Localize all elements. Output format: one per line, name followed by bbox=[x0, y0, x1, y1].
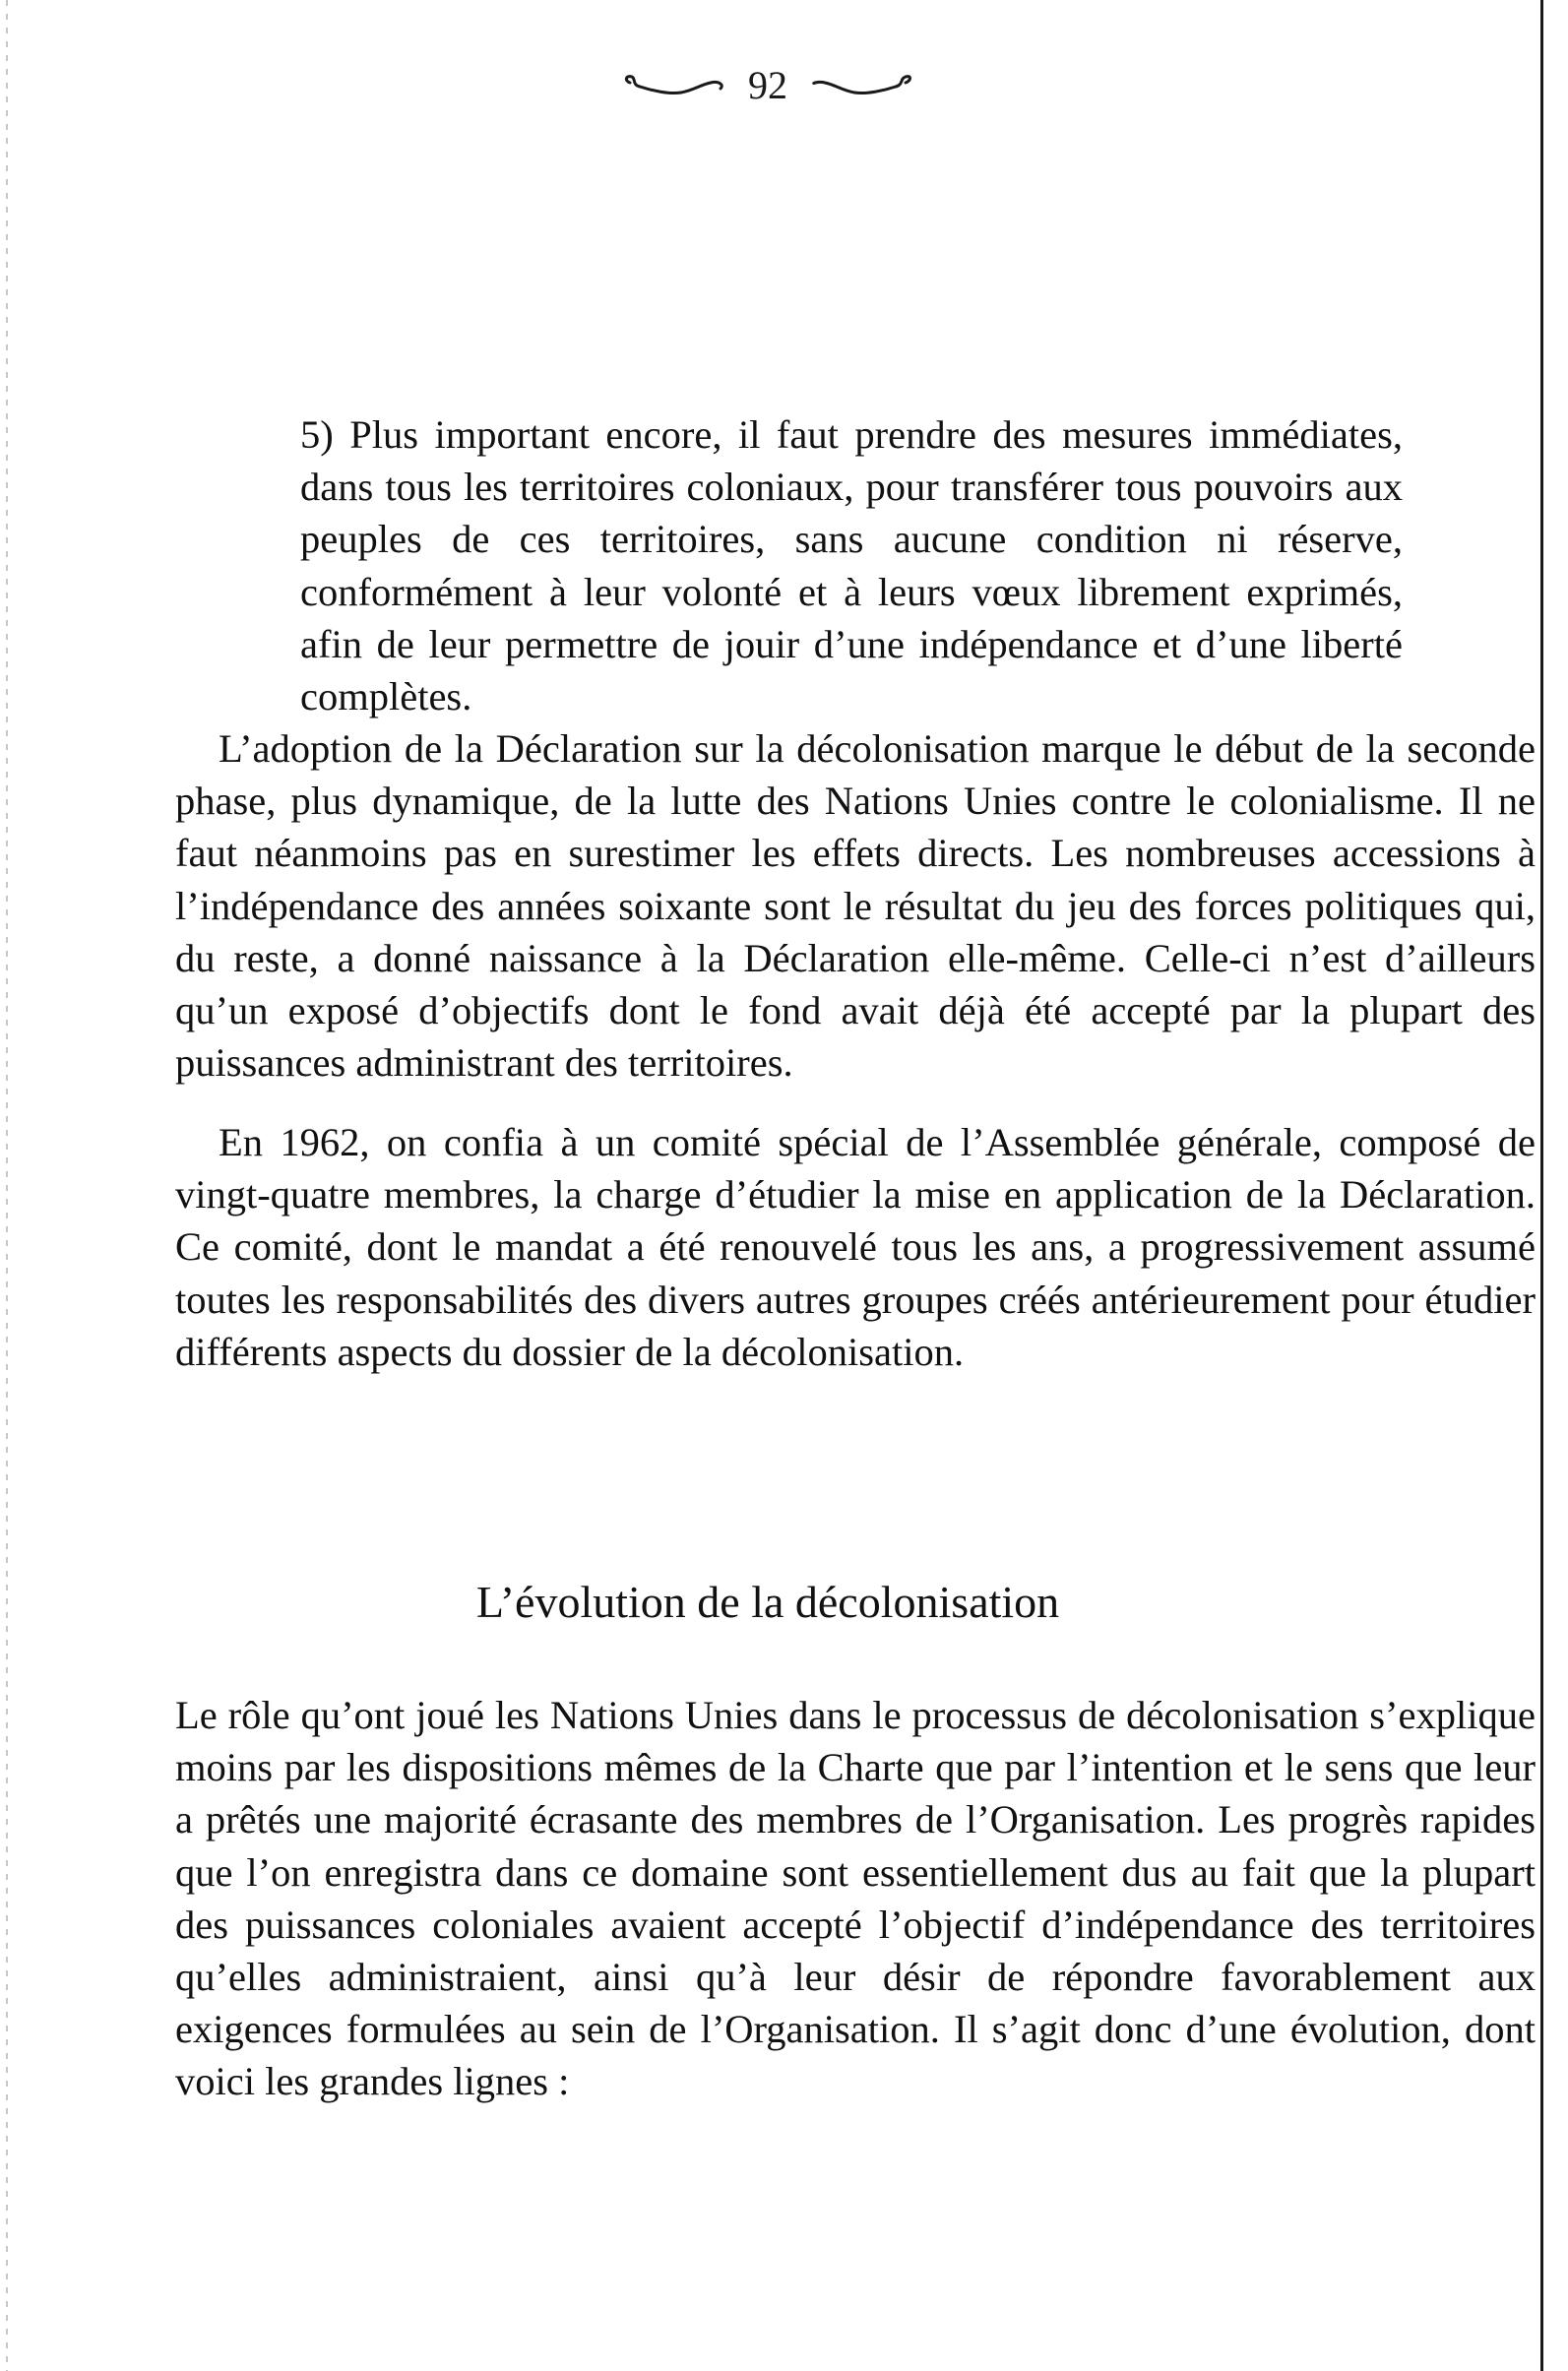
scan-right-rule bbox=[1540, 0, 1543, 2371]
swash-ornament-icon bbox=[805, 71, 913, 100]
page-header bbox=[0, 57, 1536, 110]
page-number: 92 bbox=[748, 62, 787, 107]
section-paragraph: Le rôle qu’ont joué les Nations Unies dans le processus de décolonisation s’explique moins par les dispositions mêmes de la Charte que par l’intention et le sens que leur a prêtés une majorité écrasante des membres de l’Organisation. Les progrès rapides que l’on enregistra dans ce domaine sont essentiellement dus au fait que la plupart des puissances coloniales avaient accepté l’objectif d’indépendance des territoires qu’elles administraient, ainsi qu’à leur désir de répondre favorablement aux exigences formulées au sein de l’Organisation. Il s’agit donc d’une évolution, dont voici les grandes lignes : bbox=[175, 1693, 1536, 2104]
body-paragraph: En 1962, on confia à un comité spécial de l’Assemblée générale, composé de vingt-quatre membres, la charge d’étudier la mise en application de la Déclaration. Ce comité, dont le mandat a été renouvelé tous les ans, a progressivement assumé toutes les responsabilités des divers autres groupes créés antérieurement pour étudier différents aspects du dossier de la décolonisation. bbox=[175, 1120, 1536, 1374]
body-paragraph: L’adoption de la Déclaration sur la décolonisation marque le début de la seconde phase, plus dynamique, de la lutte des Nations Unies contre le colonialisme. Il ne faut néanmoins pas en surestimer les effets directs. Les nombreuses accessions à l’indépendance des années soixante sont le résultat du jeu des forces politiques qui, du reste, a donné naissance à la Déclaration elle-même. Celle-ci n’est d’ailleurs qu’un exposé d’objectifs dont le fond avait déjà été accepté par la plupart des puissances administrant des territoires. bbox=[175, 726, 1536, 1086]
swash-ornament-icon bbox=[622, 71, 730, 100]
section-heading: L’évolution de la décolonisation bbox=[475, 1577, 1060, 1627]
list-item-five: 5) Plus important encore, il faut prendre des mesures immédiates, dans tous les territoires coloniaux, pour transférer tous pouvoirs aux peuples de ces territoires, sans aucune condition ni réserve, conformément à leur volonté et à leurs vœux librement exprimés, afin de leur permettre de jouir d’une indépendance et d’une liberté complètes. bbox=[300, 412, 1403, 719]
scan-left-edge bbox=[6, 0, 8, 2371]
